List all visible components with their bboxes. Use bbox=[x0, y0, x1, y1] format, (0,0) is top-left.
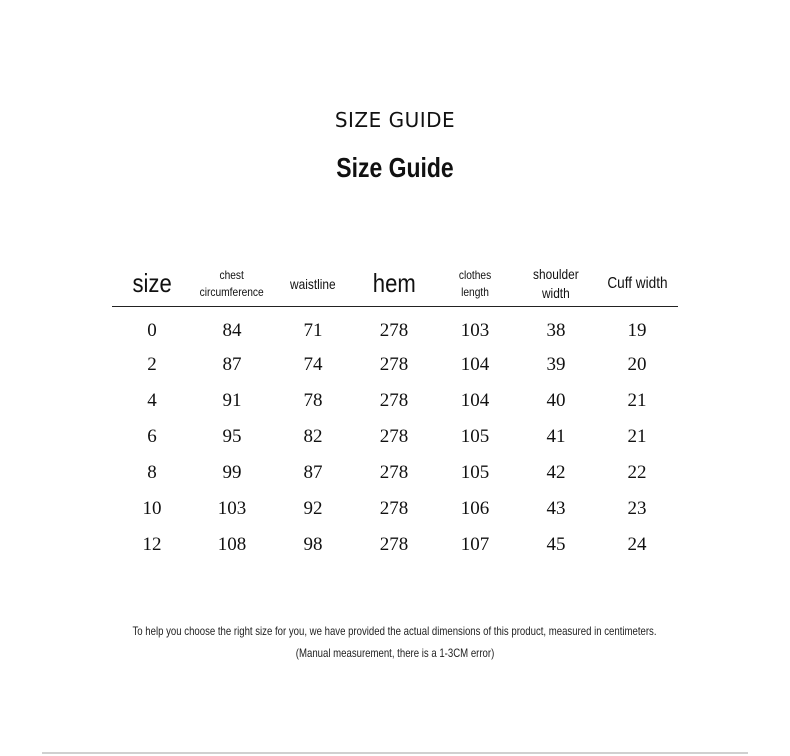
table-row bbox=[112, 347, 678, 383]
table-cell: 278 bbox=[379, 320, 409, 341]
table-cell: 278 bbox=[379, 498, 409, 519]
table-cell: 92 bbox=[303, 498, 323, 519]
page-title: Size Guide bbox=[336, 152, 454, 183]
table-cell: 108 bbox=[217, 534, 247, 555]
table-row bbox=[112, 419, 678, 455]
column-header-hem: hem bbox=[354, 262, 434, 307]
table-cell: 2 bbox=[147, 354, 157, 375]
table-row bbox=[112, 491, 678, 527]
table-cell: 42 bbox=[546, 462, 566, 483]
size-table bbox=[112, 262, 678, 563]
table-cell: 105 bbox=[460, 462, 490, 483]
table-cell: 43 bbox=[546, 498, 566, 519]
table-cell: 99 bbox=[222, 462, 242, 483]
table-cell: 278 bbox=[379, 390, 409, 411]
table-cell: 74 bbox=[303, 354, 323, 375]
measurement-error-note: (Manual measurement, there is a 1-3CM error) bbox=[295, 646, 495, 660]
table-cell: 87 bbox=[303, 462, 323, 483]
table-cell: 278 bbox=[379, 426, 409, 447]
table-cell: 84 bbox=[222, 320, 242, 341]
table-cell: 103 bbox=[217, 498, 247, 519]
table-cell: 106 bbox=[460, 498, 490, 519]
table-cell: 95 bbox=[222, 426, 242, 447]
table-cell: 39 bbox=[546, 354, 566, 375]
table-cell: 107 bbox=[460, 534, 490, 555]
table-cell: 20 bbox=[627, 354, 647, 375]
column-header-size: size bbox=[112, 262, 192, 307]
table-cell: 82 bbox=[303, 426, 323, 447]
table-row bbox=[112, 455, 678, 491]
table-row bbox=[112, 307, 678, 348]
page-title-english: SIZE GUIDE bbox=[334, 108, 456, 132]
table-header bbox=[112, 262, 678, 307]
table-cell: 278 bbox=[379, 354, 409, 375]
table-cell: 45 bbox=[546, 534, 566, 555]
table-cell: 12 bbox=[142, 534, 162, 555]
table-cell: 278 bbox=[379, 462, 409, 483]
column-header-cuff-width: Cuff width bbox=[596, 262, 678, 307]
column-header-shoulder-width: shoulder width bbox=[516, 262, 596, 307]
table-cell: 24 bbox=[627, 534, 647, 555]
table-cell: 104 bbox=[460, 390, 490, 411]
table-cell: 6 bbox=[147, 426, 157, 447]
bottom-divider bbox=[42, 752, 748, 754]
table-cell: 98 bbox=[303, 534, 323, 555]
table-cell: 0 bbox=[147, 320, 157, 341]
table-row bbox=[112, 383, 678, 419]
table-cell: 87 bbox=[222, 354, 242, 375]
table-cell: 105 bbox=[460, 426, 490, 447]
table-cell: 21 bbox=[627, 426, 647, 447]
column-header-clothes-length: clothes length bbox=[434, 262, 516, 307]
table-cell: 278 bbox=[379, 534, 409, 555]
measurement-note: To help you choose the right size for you, we have provided the actual dimensions of this product, measured in centimeters. bbox=[132, 624, 658, 638]
column-header-waistline: waistline bbox=[272, 262, 354, 307]
table-cell: 23 bbox=[627, 498, 647, 519]
table-cell: 103 bbox=[460, 320, 490, 341]
table-cell: 71 bbox=[303, 320, 323, 341]
table-cell: 104 bbox=[460, 354, 490, 375]
table-header-row bbox=[112, 262, 678, 307]
column-header-chest-circumference: chest circumference bbox=[192, 262, 272, 307]
table-body bbox=[112, 307, 678, 564]
table-cell: 21 bbox=[627, 390, 647, 411]
table-cell: 78 bbox=[303, 390, 323, 411]
table-cell: 8 bbox=[147, 462, 157, 483]
table-row bbox=[112, 527, 678, 563]
table-cell: 4 bbox=[147, 390, 157, 411]
table-cell: 19 bbox=[627, 320, 647, 341]
table-cell: 38 bbox=[546, 320, 566, 341]
table-cell: 40 bbox=[546, 390, 566, 411]
table-cell: 41 bbox=[546, 426, 566, 447]
table-cell: 91 bbox=[222, 390, 242, 411]
table-cell: 22 bbox=[627, 462, 647, 483]
table-cell: 10 bbox=[142, 498, 162, 519]
